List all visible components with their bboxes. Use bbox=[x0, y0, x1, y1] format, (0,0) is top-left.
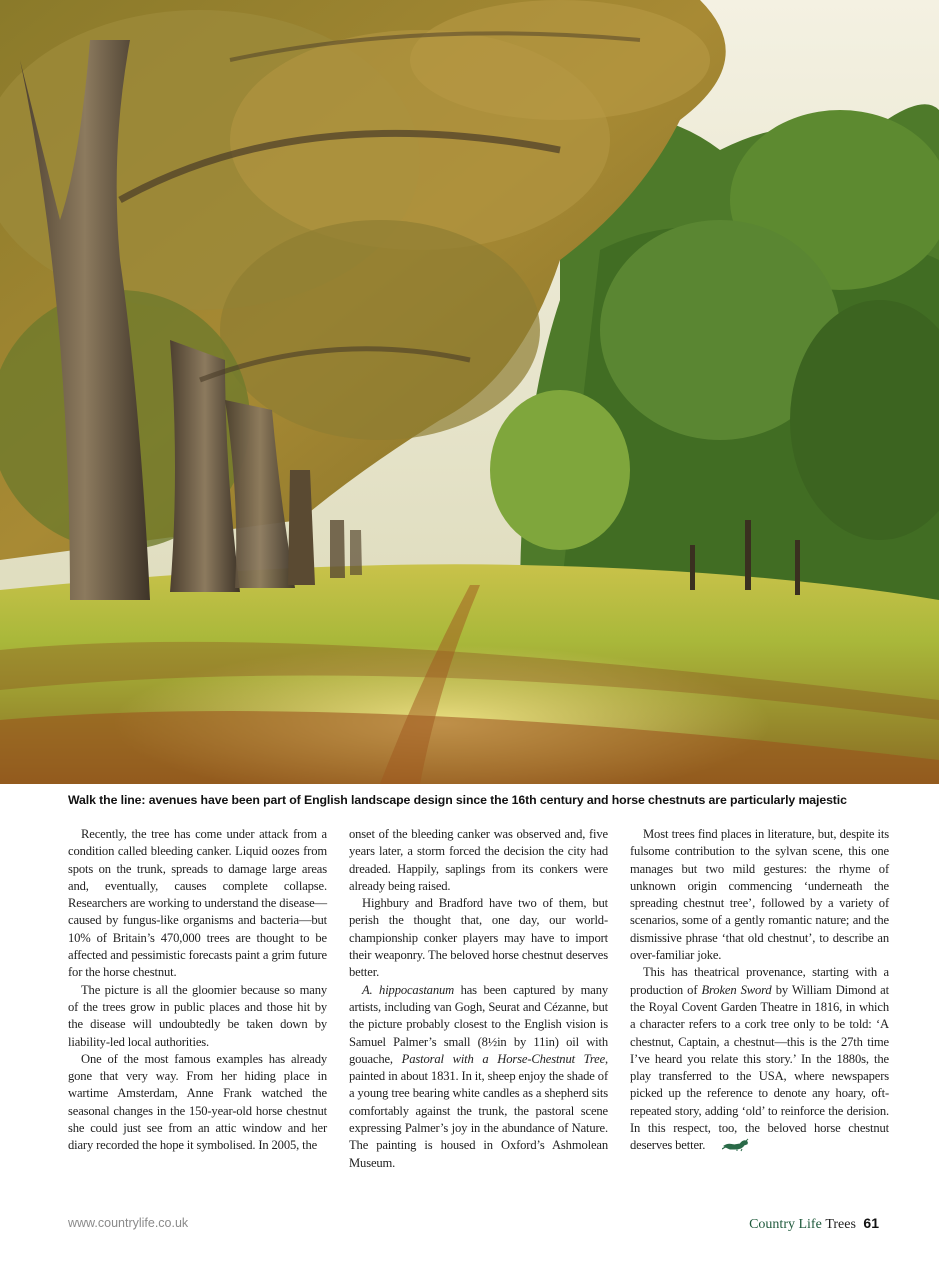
paragraph-text: , painted in about 1831. In it, sheep enjoy the shade of a young tree bearing white candles as a shepherd sits comfortably against the trunk, the pastoral scene expressing Palmer’s joy in the abundance of Nature. The painting is housed in Oxford’s Ashmolean Museum. bbox=[349, 1051, 609, 1170]
article-body bbox=[68, 826, 889, 1196]
paragraph: The picture is all the gloomier because so many of the trees grow in public places and those hit by the disease will undoubtedly be taken down by liability-led local authorities. bbox=[68, 982, 327, 1049]
column-3 bbox=[630, 826, 889, 1196]
paragraph: Recently, the tree has come under attack from a condition called bleeding canker. Liquid oozes from spots on the trunk, spreads to damage large areas and, eventually, causes complete collapse. Researchers are working to understand the disease—caused by fungus-like organisms and bacteria—but 10% of Britain’s 470,000 trees are thought to be affected and pessimistic forecasts paint a grim future for the horse chestnut. bbox=[68, 827, 327, 980]
paragraph-continued: onset of the bleeding canker was observed and, five years later, a storm forced the decision the city had dreaded. Happily, saplings from its conkers were already being raised. bbox=[349, 827, 608, 893]
paragraph bbox=[630, 964, 889, 1157]
website-url: www.countrylife.co.uk bbox=[68, 1216, 189, 1230]
paragraph bbox=[349, 982, 608, 1172]
column-2 bbox=[349, 826, 608, 1196]
paragraph: Highbury and Bradford have two of them, but perish the thought that, one day, our world-championship conker players may have to import their weaponry. The beloved horse chestnut deserves better. bbox=[349, 896, 608, 980]
paragraph: Most trees find places in literature, but, despite its fulsome contribution to the sylvan scene, this one manages but two mild gestures: the rhyme of unknown origin commencing ‘underneath the spreading chestnut tree’, followed by a variety of scenarios, some of a gently romantic nature; and the dismissive phrase ‘that old chestnut’, to describe an over-familiar joke. bbox=[630, 827, 889, 963]
play-title: Broken Sword bbox=[701, 982, 772, 997]
photo-caption: Walk the line: avenues have been part of English landscape design since the 16th century and horse chestnuts are particularly majestic bbox=[68, 793, 847, 807]
magazine-name: Country Life bbox=[749, 1217, 822, 1232]
page-footer bbox=[68, 1216, 879, 1234]
column-1 bbox=[68, 826, 327, 1196]
species-name: A. hippocastanum bbox=[362, 982, 455, 997]
paragraph-text: has been captured by many artists, including van Gogh, Seurat and Cézanne, but the picture probably closest to the English vision is Samuel Palmer’s small (8½in by 11in) oil with gouache, bbox=[349, 982, 608, 1066]
painting-title: Pastoral with a Horse-Chestnut Tree bbox=[401, 1051, 606, 1066]
paragraph: One of the most famous examples has already gone that very way. From her hiding place in wartime Amsterdam, Anne Frank watched the seasonal changes in the 150-year-old horse chestnut she could just see from an attic window and her diary recorded the hope it symbolised. In 2005, the bbox=[68, 1051, 327, 1153]
pheasant-icon bbox=[709, 1137, 752, 1157]
paragraph-text: This has theatrical provenance, starting with a production of bbox=[630, 965, 889, 997]
folio bbox=[749, 1215, 879, 1233]
paragraph-text: by William Dimond at the Royal Covent Garden Theatre in 1816, in which a character refers to a cork tree only to be told: ‘A chestnut, Captain, a chestnut—this is the 27th time I’ve heard you relate this story.’ In the 1880s, the play transferred to the USA, where newspapers picked up the reference to denote any hoary, oft-repeated story, adding ‘old’ to reinforce the derision. In this respect, too, the beloved horse chestnut deserves better. bbox=[630, 982, 889, 1153]
page-number: 61 bbox=[863, 1215, 879, 1231]
section-name: Trees bbox=[825, 1217, 856, 1232]
